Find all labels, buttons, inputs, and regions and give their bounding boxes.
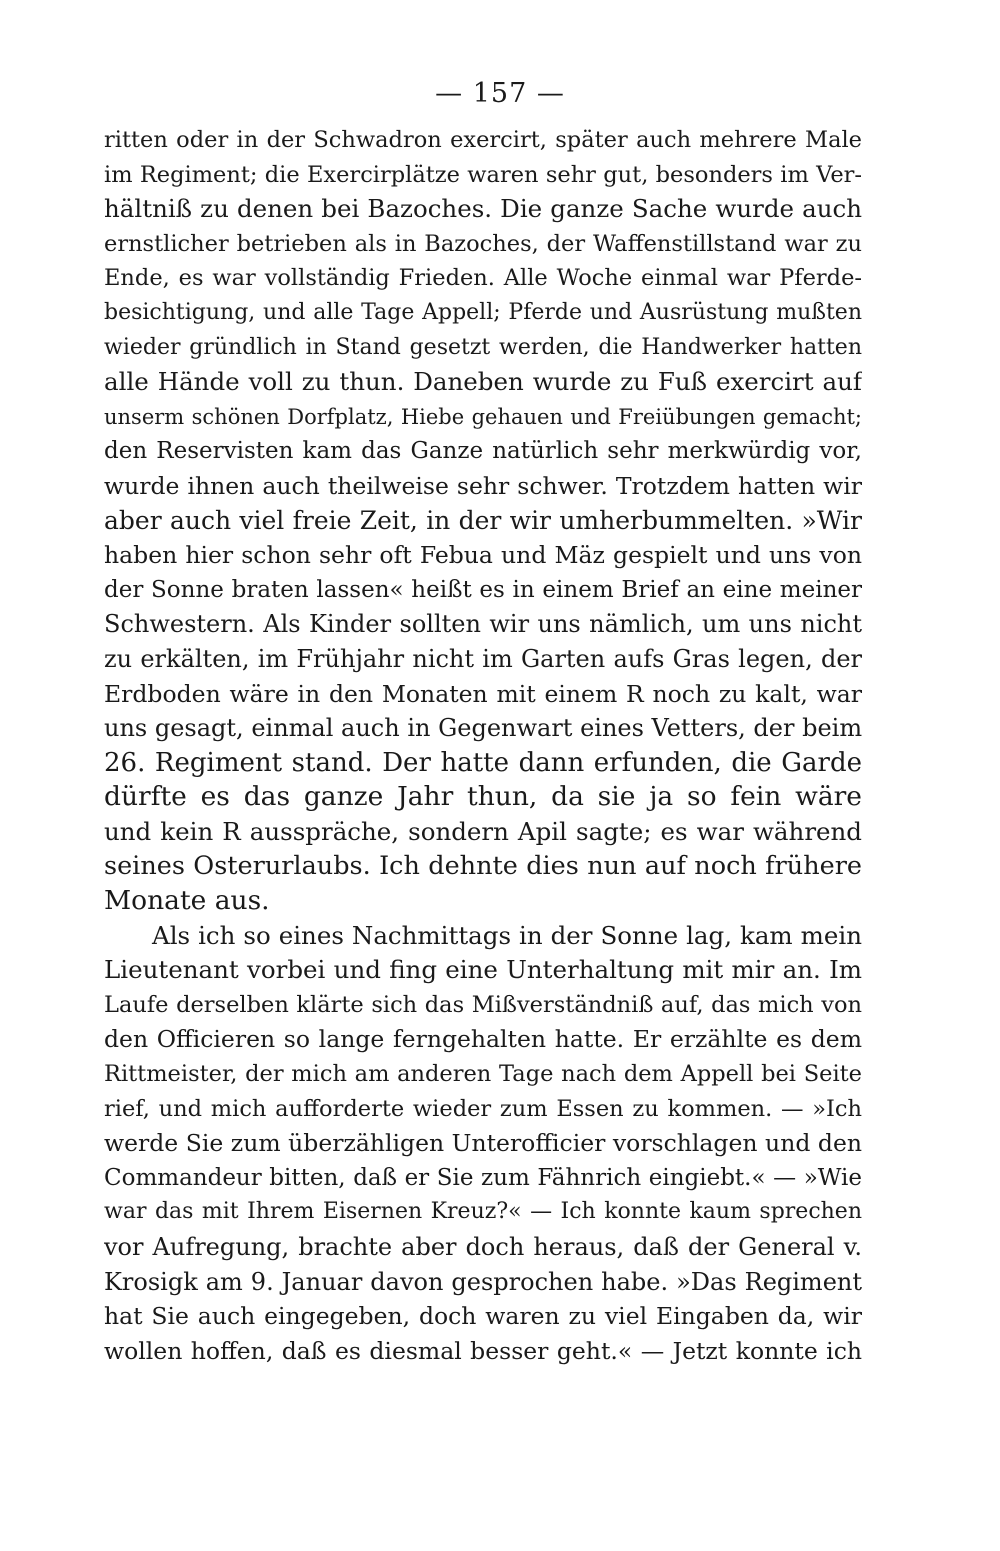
text-line: Monate aus. — [104, 885, 270, 917]
text-line: der Sonne braten lassen« heißt es in einem Brief an eine meiner — [104, 576, 862, 603]
text-line: dürfte es das ganze Jahr thun, da sie ja so fein wäre — [104, 781, 862, 813]
text-line: Krosigk am 9. Januar davon gesprochen habe. »Das Regiment — [104, 1267, 862, 1296]
text-line: wieder gründlich in Stand gesetzt werden, die Handwerker hatten — [104, 334, 862, 360]
text-line: uns gesagt, einmal auch in Gegenwart eines Vetters, der beim — [104, 714, 862, 743]
text-line: ritten oder in der Schwadron exercirt, später auch mehrere Male — [104, 127, 862, 153]
text-line: haben hier schon sehr oft Febua und Mäz gespielt und uns von — [104, 541, 862, 570]
text-line: Lieutenant vorbei und fing eine Unterhaltung mit mir an. Im — [104, 955, 862, 985]
text-line: Ende, es war vollständig Frieden. Alle Woche einmal war Pferde- — [104, 265, 862, 292]
text-line: hat Sie auch eingegeben, doch waren zu viel Eingaben da, wir — [104, 1302, 862, 1331]
text-line: wollen hoffen, daß es diesmal besser geht.« — Jetzt konnte ich — [104, 1336, 862, 1365]
text-line: werde Sie zum überzähligen Unterofficier vorschlagen und den — [104, 1129, 862, 1158]
text-line: Schwestern. Als Kinder sollten wir uns nämlich, um uns nicht — [104, 610, 862, 639]
text-line: Rittmeister, der mich am anderen Tage nach dem Appell bei Seite — [104, 1061, 862, 1088]
text-line: Laufe derselben klärte sich das Mißverständniß auf, das mich von — [104, 991, 862, 1018]
text-line: 26. Regiment stand. Der hatte dann erfunden, die Garde — [104, 747, 862, 778]
text-line: hältniß zu denen bei Bazoches. Die ganze Sache wurde auch — [104, 194, 862, 224]
text-line: zu erkälten, im Frühjahr nicht im Garten aufs Gras legen, der — [104, 644, 862, 673]
text-line: den Officieren so lange ferngehalten hatte. Er erzählte es dem — [104, 1025, 862, 1054]
body-text — [104, 123, 862, 1368]
text-line: aber auch viel freie Zeit, in der wir umherbummelten. »Wir — [104, 505, 862, 535]
text-line: ernstlicher betrieben als in Bazoches, der Waffenstillstand war zu — [104, 230, 862, 257]
text-line: vor Aufregung, brachte aber doch heraus, daß der General v. — [104, 1233, 862, 1261]
text-line: besichtigung, und alle Tage Appell; Pferde und Ausrüstung mußten — [104, 299, 862, 325]
text-line: seines Osterurlaubs. Ich dehnte dies nun auf noch frühere — [104, 851, 862, 882]
text-line: Commandeur bitten, daß er Sie zum Fähnrich eingiebt.« — »Wie — [104, 1164, 862, 1191]
page-number: — 157 — — [435, 78, 565, 109]
text-line: Erdboden wäre in den Monaten mit einem R noch zu kalt, war — [104, 679, 862, 708]
text-line: wurde ihnen auch theilweise sehr schwer. Trotzdem hatten wir — [104, 471, 862, 500]
text-line: und kein R ausspräche, sondern Apil sagte; es war während — [104, 816, 862, 846]
text-line: rief, und mich aufforderte wieder zum Essen zu kommen. — »Ich — [104, 1095, 862, 1122]
text-line: war das mit Ihrem Eisernen Kreuz?« — Ich konnte kaum sprechen — [104, 1199, 862, 1225]
text-line: unserm schönen Dorfplatz, Hiebe gehauen und Freiübungen gemacht; — [104, 404, 862, 429]
text-line: den Reservisten kam das Ganze natürlich sehr merkwürdig vor, — [104, 438, 862, 465]
text-line: alle Hände voll zu thun. Daneben wurde zu Fuß exercirt auf — [104, 367, 862, 397]
text-line: Als ich so eines Nachmittags in der Sonne lag, kam mein — [152, 920, 862, 950]
text-line: im Regiment; die Exercirplätze waren sehr gut, besonders im Ver- — [104, 161, 862, 188]
